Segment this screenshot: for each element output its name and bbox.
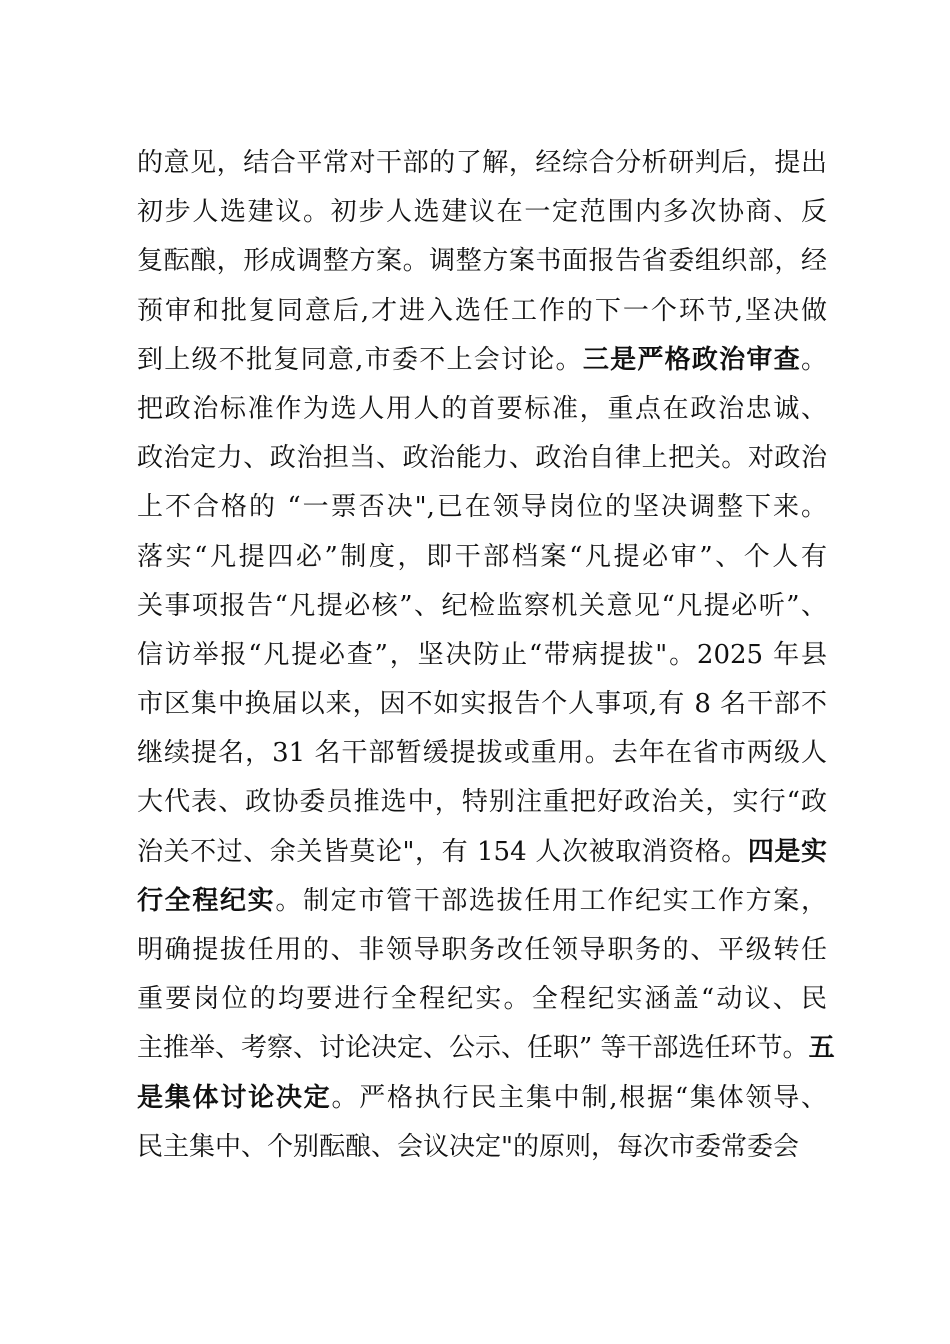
text-line <box>137 680 827 729</box>
text-run: 上不合格的 “一票否决",已在领导岗位的坚决调整下来。 <box>137 492 827 523</box>
text-run: 的意见，结合平常对干部的了解，经综合分析研判后，提出 <box>137 148 827 178</box>
text-line <box>137 434 827 483</box>
text-line <box>137 1024 835 1073</box>
text-line <box>137 533 827 582</box>
text-run: 落实“凡提四必”制度，即干部档案“凡提必审”、个人有 <box>137 541 827 572</box>
bold-heading-text: 五 <box>808 1033 835 1064</box>
text-line <box>137 483 827 532</box>
text-line <box>137 729 827 778</box>
bold-heading-text: 四是实 <box>747 836 827 867</box>
text-line <box>137 828 827 877</box>
text-run: 复酝酿，形成调整方案。调整方案书面报告省委组织部，经 <box>137 246 827 277</box>
bold-heading-text: 是集体讨论决定 <box>137 1082 332 1113</box>
text-run: 民主集中、个别酝酿、会议决定"的原则，每次市委常委会 <box>137 1131 799 1162</box>
text-run: 信访举报“凡提必查”，坚决防止“带病提拔"。2025 年县 <box>137 639 827 670</box>
text-run: 把政治标准作为选人用人的首要标准，重点在政治忠诚、 <box>137 393 827 424</box>
text-run: 治关不过、余关皆莫论"，有 154 人次被取消资格。 <box>137 836 748 867</box>
text-run: 初步人选建议。初步人选建议在一定范围内多次协商、反 <box>137 197 827 228</box>
text-run: 预审和批复同意后,才进入选任工作的下一个环节,坚决做 <box>137 295 827 326</box>
text-line <box>137 287 827 336</box>
text-line <box>137 1123 827 1172</box>
text-line <box>137 582 827 631</box>
text-run: 大代表、政协委员推选中，特别注重把好政治关，实行“政 <box>137 787 827 818</box>
text-line <box>137 237 827 286</box>
text-line <box>137 1074 827 1123</box>
text-line <box>137 336 827 385</box>
text-run: 重要岗位的均要进行全程纪实。全程纪实涵盖“动议、民 <box>137 984 827 1015</box>
text-run: 政治定力、政治担当、政治能力、政治自律上把关。对政治 <box>137 443 827 474</box>
text-line <box>137 877 827 926</box>
text-run: 主推举、考察、讨论决定、公示、任职” 等干部选任环节。 <box>137 1033 809 1064</box>
text-run: 。 <box>800 344 827 375</box>
text-run: 市区集中换届以来，因不如实报告个人事项,有 8 名干部不 <box>137 689 827 720</box>
text-run: 关事项报告“凡提必核”、纪检监察机关意见“凡提必听”、 <box>137 590 827 621</box>
body-paragraph <box>137 139 835 1172</box>
text-line <box>137 385 827 434</box>
text-run: 。严格执行民主集中制,根据“集体领导、 <box>331 1082 827 1113</box>
text-run: 继续提名，31 名干部暂缓提拔或重用。去年在省市两级人 <box>137 738 827 769</box>
bold-heading-text: 三是严格政治审查 <box>582 344 801 375</box>
text-line <box>137 139 827 188</box>
text-line <box>137 975 827 1024</box>
text-line <box>137 188 827 237</box>
text-line <box>137 778 827 827</box>
text-run: 到上级不批复同意,市委不上会讨论。 <box>137 344 583 375</box>
bold-heading-text: 行全程纪实 <box>137 885 276 916</box>
text-run: 明确提拔任用的、非领导职务改任领导职务的、平级转任 <box>137 935 827 965</box>
text-run: 。制定市管干部选拔任用工作纪实工作方案， <box>275 885 827 916</box>
text-line <box>137 631 827 680</box>
text-line <box>137 926 827 975</box>
